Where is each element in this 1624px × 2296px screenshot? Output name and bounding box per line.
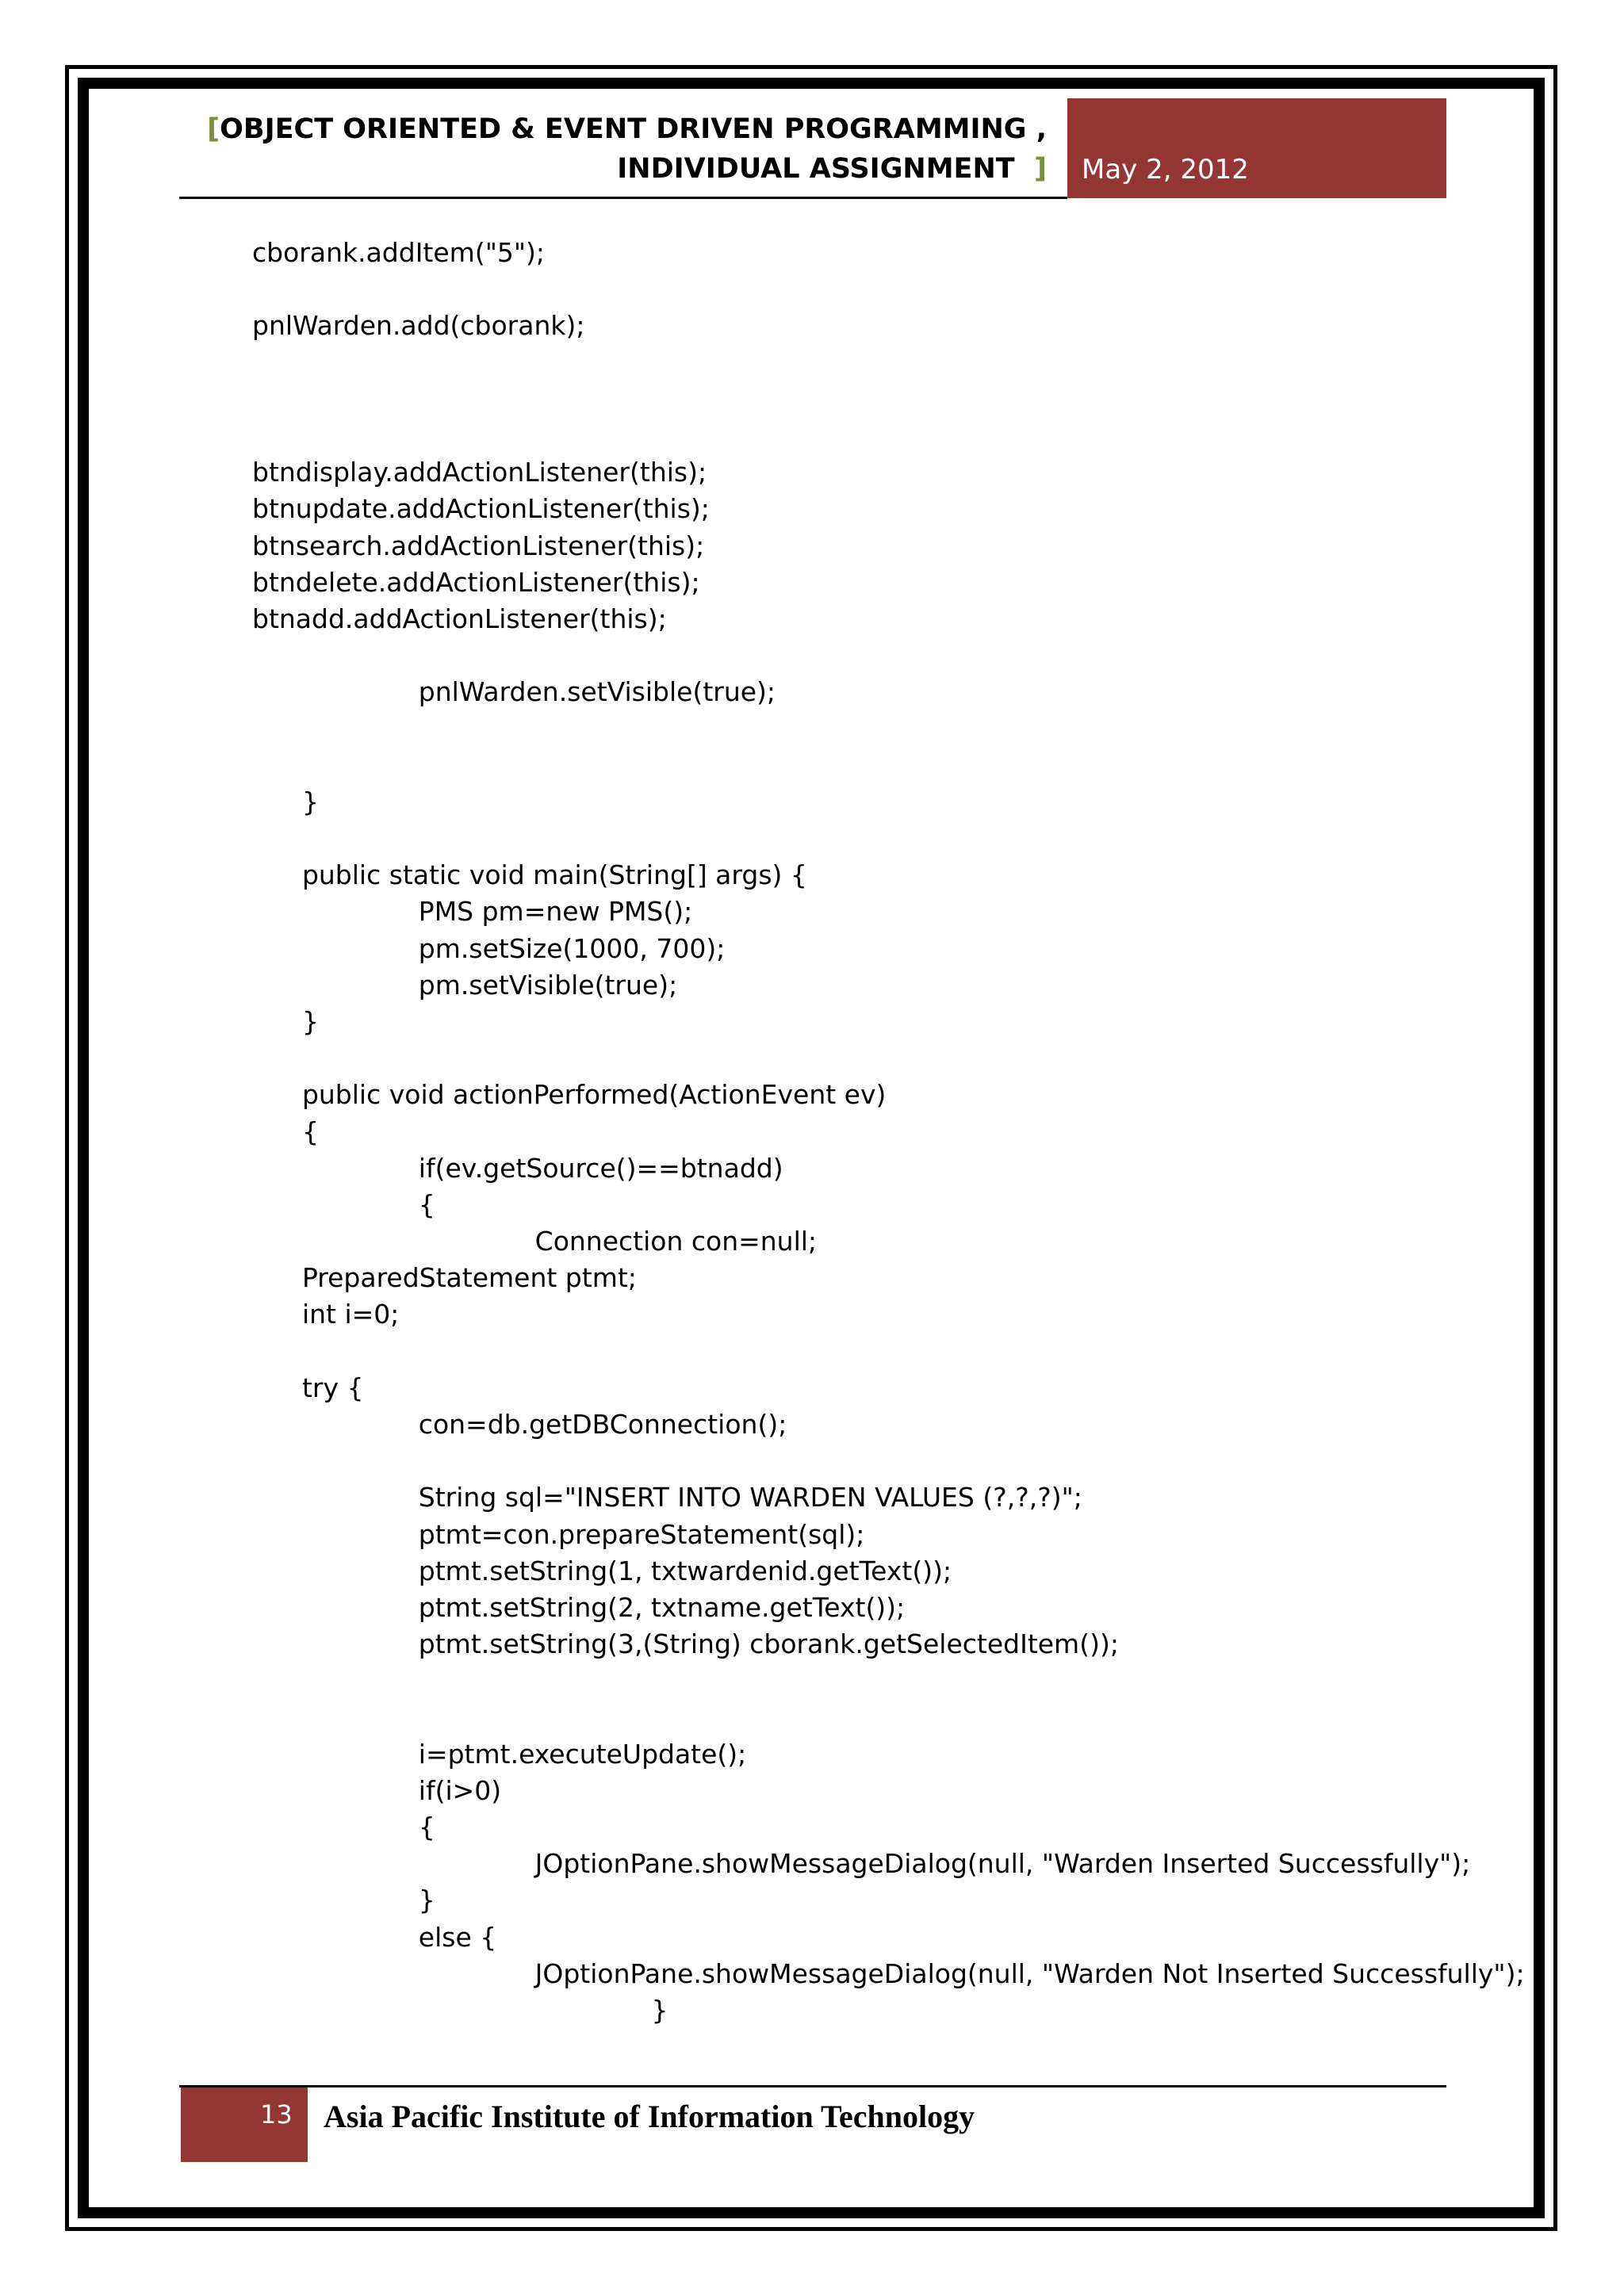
header-rule bbox=[179, 197, 1067, 199]
code-line: Connection con=null; bbox=[252, 1226, 818, 1257]
code-line: } bbox=[252, 1995, 668, 2026]
code-line: } bbox=[252, 1005, 319, 1037]
code-line: ptmt=con.prepareStatement(sql); bbox=[252, 1518, 865, 1550]
code-line: JOptionPane.showMessageDialog(null, "Warden Not Inserted Successfully"); bbox=[252, 1957, 1525, 1989]
code-line: { bbox=[252, 1115, 319, 1147]
code-line: pnlWarden.setVisible(true); bbox=[252, 676, 776, 708]
code-line: if(ev.getSource()==btnadd) bbox=[252, 1152, 783, 1184]
code-line bbox=[252, 1334, 1489, 1370]
code-line bbox=[252, 821, 1489, 857]
code-line: ptmt.setString(3,(String) cborank.getSelectedItem()); bbox=[252, 1628, 1119, 1660]
code-line bbox=[252, 345, 1489, 381]
footer-rule bbox=[179, 2085, 1446, 2087]
header-date-box bbox=[1067, 98, 1446, 198]
code-line: pm.setVisible(true); bbox=[252, 969, 678, 1001]
code-line bbox=[252, 1700, 1489, 1736]
code-line: i=ptmt.executeUpdate(); bbox=[252, 1738, 747, 1770]
header-bracket-close: ] bbox=[1034, 153, 1047, 185]
code-line bbox=[252, 1040, 1489, 1077]
code-line: int i=0; bbox=[252, 1299, 400, 1330]
code-line: btndisplay.addActionListener(this); bbox=[252, 457, 707, 488]
header-date: May 2, 2012 bbox=[1082, 154, 1249, 186]
code-line: } bbox=[252, 786, 319, 817]
code-line: btnsearch.addActionListener(this); bbox=[252, 530, 705, 561]
code-line: public void actionPerformed(ActionEvent ev) bbox=[252, 1079, 887, 1111]
code-line: try { bbox=[252, 1372, 364, 1403]
code-line bbox=[252, 1443, 1489, 1479]
code-line bbox=[252, 637, 1489, 674]
header-title-line1 bbox=[190, 109, 1047, 149]
code-line bbox=[252, 271, 1489, 308]
code-line: con=db.getDBConnection(); bbox=[252, 1409, 787, 1440]
code-line: String sql="INSERT INTO WARDEN VALUES (?,?,?)"; bbox=[252, 1482, 1082, 1513]
header-title bbox=[190, 109, 1047, 189]
code-line: else { bbox=[252, 1921, 497, 1953]
code-line: { bbox=[252, 1812, 435, 1843]
code-line: if(i>0) bbox=[252, 1774, 502, 1806]
code-line: PMS pm=new PMS(); bbox=[252, 896, 693, 928]
header-title-line2 bbox=[190, 149, 1047, 189]
header-title-text2: INDIVIDUAL ASSIGNMENT bbox=[617, 153, 1015, 185]
code-line: ptmt.setString(1, txtwardenid.getText()); bbox=[252, 1555, 952, 1586]
code-line bbox=[252, 710, 1489, 747]
code-line bbox=[252, 418, 1489, 454]
footer-page-box bbox=[181, 2087, 308, 2162]
header-title-text1: OBJECT ORIENTED & EVENT DRIVEN PROGRAMMING , bbox=[220, 113, 1047, 145]
code-line: public static void main(String[] args) { bbox=[252, 859, 807, 891]
code-line bbox=[252, 748, 1489, 784]
code-line: btndelete.addActionListener(this); bbox=[252, 566, 700, 598]
code-line: pnlWarden.add(cborank); bbox=[252, 310, 585, 342]
code-line: cborank.addItem("5"); bbox=[252, 237, 546, 268]
footer-institution: Asia Pacific Institute of Information Technology bbox=[324, 2099, 975, 2134]
code-line: JOptionPane.showMessageDialog(null, "Warden Inserted Successfully"); bbox=[252, 1848, 1471, 1880]
code-line: PreparedStatement ptmt; bbox=[252, 1262, 637, 1294]
code-line: ptmt.setString(2, txtname.getText()); bbox=[252, 1591, 906, 1623]
code-line bbox=[252, 381, 1489, 418]
code-line: { bbox=[252, 1188, 435, 1220]
page-number: 13 bbox=[260, 2099, 293, 2130]
code-line bbox=[252, 1663, 1489, 1699]
code-block bbox=[252, 235, 1525, 2029]
code-line: btnupdate.addActionListener(this); bbox=[252, 493, 710, 525]
code-line: } bbox=[252, 1885, 435, 1916]
header-bracket-open: [ bbox=[207, 113, 220, 145]
code-line: pm.setSize(1000, 700); bbox=[252, 932, 726, 964]
code-line: btnadd.addActionListener(this); bbox=[252, 603, 667, 634]
